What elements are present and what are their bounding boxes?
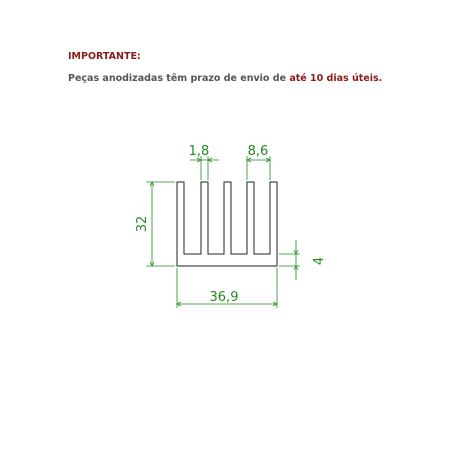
fin-thickness-label: 1,8 (188, 144, 210, 159)
heatsink-outline (177, 182, 277, 266)
width-label: 36,9 (209, 290, 239, 305)
base-thickness-label: 4 (312, 256, 327, 266)
notice-title: IMPORTANTE: (68, 51, 141, 62)
notice-body-highlight: até 10 dias úteis. (289, 73, 383, 84)
fin-gap-label: 8,6 (247, 144, 269, 159)
dimension-height (146, 182, 175, 266)
dimension-fin-thickness (190, 156, 219, 180)
height-label: 32 (135, 215, 150, 233)
notice-body-text: Peças anodizadas têm prazo de envio de (68, 73, 290, 84)
dimension-base-thickness (279, 240, 300, 280)
dimension-fin-gap (247, 156, 270, 180)
